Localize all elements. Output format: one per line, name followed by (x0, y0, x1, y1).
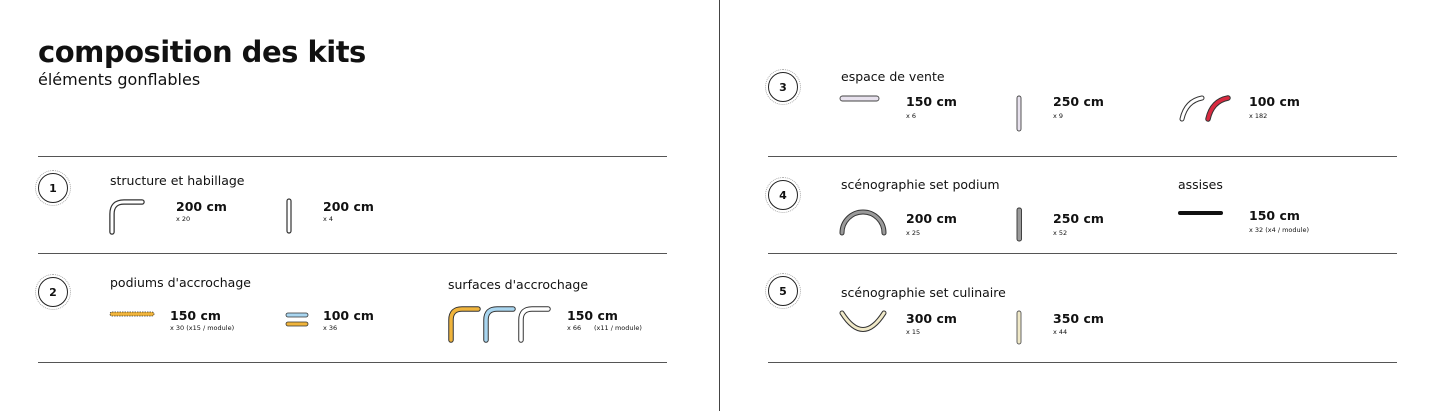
item-quantity: x 66 (567, 324, 582, 332)
item-quantity: x 25 (906, 229, 921, 237)
item-quantity: x 4 (323, 215, 334, 223)
item-quantity: x 182 (1249, 112, 1268, 120)
double-bar-icon (285, 311, 309, 331)
page-gutter (719, 0, 720, 411)
item-length: 250 cm (1053, 94, 1104, 109)
section-title: scénographie set podium (841, 177, 1000, 192)
section-divider (38, 253, 667, 254)
item-quantity: x 6 (906, 112, 917, 120)
item-quantity: x 32 (x4 / module) (1249, 226, 1309, 234)
section-divider (38, 362, 667, 363)
half-arch-icon (838, 205, 888, 235)
section-title: espace de vente (841, 69, 945, 84)
item-length: 100 cm (323, 308, 374, 323)
item-quantity-note: (x11 / module) (594, 324, 642, 332)
item-quantity: x 20 (176, 215, 191, 223)
item-quantity: x 15 (906, 328, 921, 336)
item-quantity: x 9 (1053, 112, 1064, 120)
section-number-badge: 2 (38, 277, 68, 307)
item-length: 150 cm (906, 94, 957, 109)
item-quantity: x 36 (323, 324, 338, 332)
section-divider (38, 156, 667, 157)
section-number-badge: 1 (38, 173, 68, 203)
vertical-tube-icon (284, 196, 294, 236)
arc-pair-icon (1178, 95, 1238, 125)
vertical-tube-icon (1015, 207, 1023, 243)
section-title: assises (1178, 177, 1223, 192)
item-length: 200 cm (906, 211, 957, 226)
section-title: podiums d'accrochage (110, 275, 251, 290)
item-length: 350 cm (1053, 311, 1104, 326)
section-title: surfaces d'accrochage (448, 277, 589, 292)
page-subtitle: éléments gonflables (38, 70, 201, 89)
page-title: composition des kits (38, 35, 366, 69)
item-quantity: x 44 (1053, 328, 1068, 336)
item-quantity: x 52 (1053, 229, 1068, 237)
section-divider (768, 156, 1397, 157)
item-length: 300 cm (906, 311, 957, 326)
section-number-badge: 3 (768, 72, 798, 102)
section-title: scénographie set culinaire (841, 285, 1006, 300)
horizontal-tube-icon (839, 95, 881, 103)
item-quantity: x 30 (x15 / module) (170, 324, 235, 332)
item-length: 200 cm (176, 199, 227, 214)
colored-arches-icon (446, 304, 556, 344)
section-number-badge: 5 (768, 276, 798, 306)
section-title: structure et habillage (110, 173, 245, 188)
black-bar-icon (1177, 210, 1225, 218)
section-divider (768, 362, 1397, 363)
item-length: 200 cm (323, 199, 374, 214)
section-number-badge: 4 (768, 180, 798, 210)
vertical-tube-icon (1015, 310, 1023, 346)
item-length: 150 cm (567, 308, 618, 323)
item-length: 100 cm (1249, 94, 1300, 109)
vertical-tube-icon (1015, 95, 1023, 133)
item-length: 250 cm (1053, 211, 1104, 226)
item-length: 150 cm (1249, 208, 1300, 223)
item-length: 150 cm (170, 308, 221, 323)
horizontal-tube-icon (109, 310, 157, 318)
curved-tube-icon (106, 196, 146, 236)
u-curve-icon (838, 310, 888, 336)
section-divider (768, 253, 1397, 254)
